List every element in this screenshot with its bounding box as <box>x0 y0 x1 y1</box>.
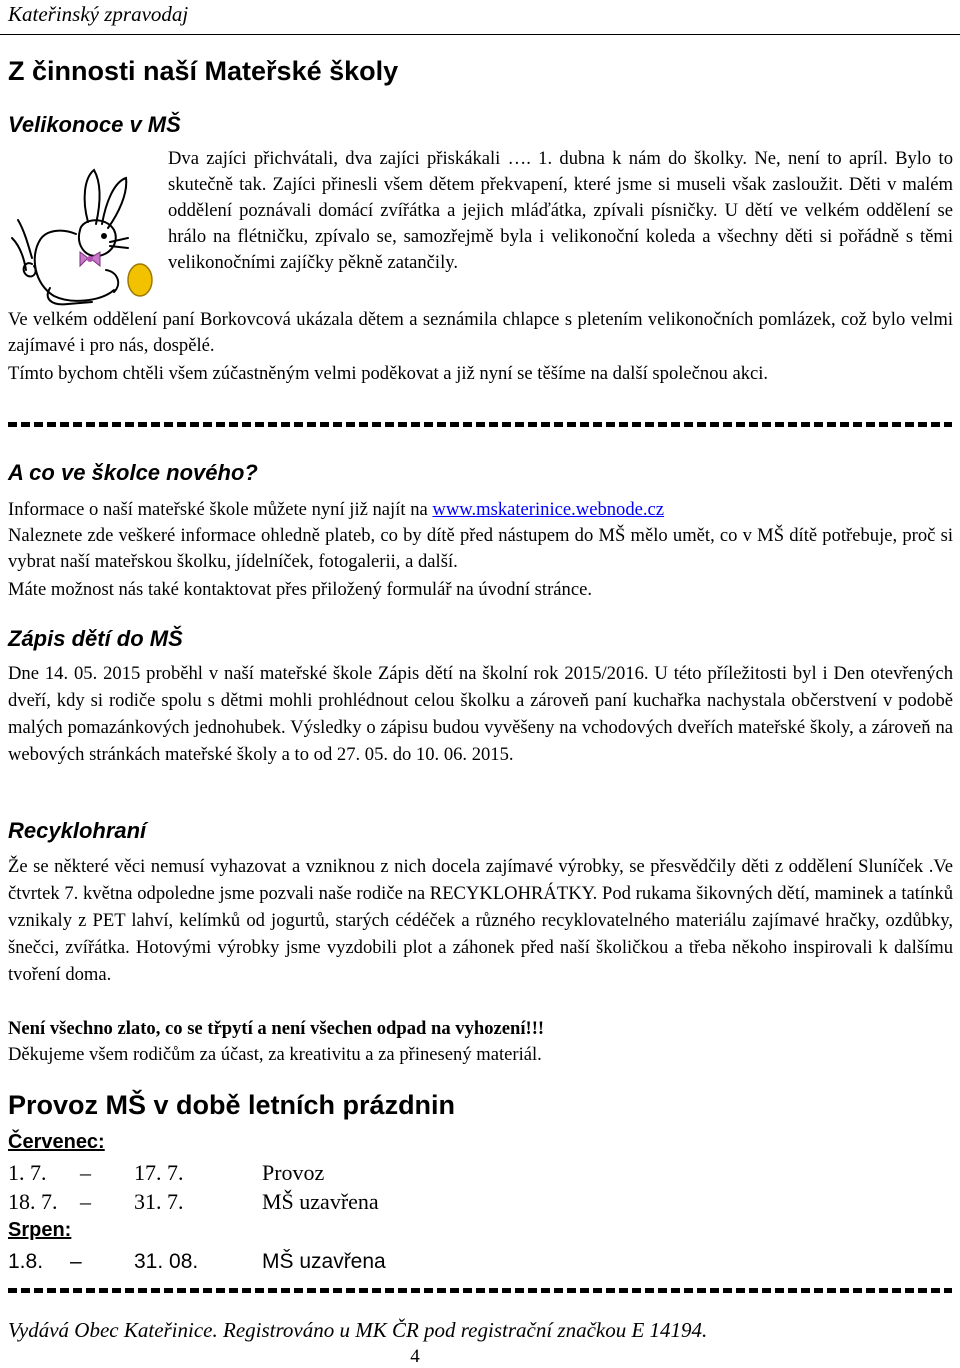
recycling-paragraph: Že se některé věci nemusí vyhazovat a vzniknou z nich docela zajímavé výrobky, se přesvědčily děti z oddělení Sluníček .Ve čtvrtek 7. května odpoledne jsme pozvali naše rodiče na RECYKLOHRÁTKY. Pod rukama šikovných dětí, maminek a tatínků vznikaly z PET lahví, kelímků od jogurtů, starých cédéček a různého recyklovatelného materiálu zajímavé hračky, ozdůbky, šnečci, zvířátka. Hotovými výrobky jsme vyzdobili plot a záhonek před naší školičkou a třeba někoho inspirovali k dalšímu tvoření doma. <box>8 856 953 985</box>
news-paragraph-3: Máte možnost nás také kontaktovat přes přiložený formulář na úvodní stránce. <box>8 579 592 600</box>
schedule-to: 31. 08. <box>134 1250 199 1273</box>
schedule-to: 31. 7. <box>134 1189 184 1214</box>
august-label: Srpen: <box>8 1219 72 1241</box>
easter-paragraph-1: Dva zajíci přichvátali, dva zajíci přiskákali …. 1. dubna k nám do školky. Ne, není to apríl. Bylo to skutečně tak. Zajíci přinesli všem dětem překvapení, které jsme si museli však zasloužit. Děti v malém oddělení poznávali domácí zvířátka a jejich mláďátka, zpívali písničky. U dětí ve velkém oddělení se hrálo na flétničku, zpívalo se, samozřejmě byla i velikonoční koleda a všechny děti si pořádně s těmi velikonočními zajíčky pěkně zatančily. <box>168 148 953 273</box>
schedule-status: MŠ uzavřena <box>262 1189 379 1214</box>
schedule-status: MŠ uzavřena <box>262 1250 386 1273</box>
page-title: Z činnosti naší Mateřské školy <box>8 56 399 86</box>
news-heading: A co ve školce nového? <box>8 460 258 485</box>
recycling-motto: Není všechno zlato, co se třpytí a není všechen odpad na vyhození!!! <box>8 1018 545 1039</box>
schedule-status: Provoz <box>262 1160 325 1185</box>
schedule-from: 18. 7. <box>8 1189 58 1214</box>
page-number: 4 <box>410 1346 420 1367</box>
easter-heading: Velikonoce v MŠ <box>8 112 181 137</box>
schedule-dash: – <box>80 1160 91 1185</box>
schedule-from: 1. 7. <box>8 1160 47 1185</box>
easter-paragraph-3: Tímto bychom chtěli všem zúčastněným velmi poděkovat a již nyní se těšíme na další společnou akci. <box>8 363 769 384</box>
schedule-dash: – <box>70 1250 82 1273</box>
summer-heading: Provoz MŠ v době letních prázdnin <box>8 1090 456 1120</box>
enrollment-heading: Zápis dětí do MŠ <box>8 626 183 651</box>
easter-paragraph-2: Ve velkém oddělení paní Borkovcová ukázala dětem a seznámila chlapce s pletením velikonočních pomlázek, což bylo velmi zajímavé i pro nás, dospělé. <box>8 309 953 356</box>
news-paragraph-2: Naleznete zde veškeré informace ohledně plateb, co by dítě před nástupem do MŠ mělo umět, co v MŠ dítě potřebuje, proč si vybrat naší mateřskou školku, jídelníček, fotogalerii, a další. <box>8 525 953 572</box>
schedule-to: 17. 7. <box>134 1160 184 1185</box>
enrollment-paragraph: Dne 14. 05. 2015 proběhl v naší mateřské škole Zápis dětí na školní rok 2015/2016. U této příležitosti byl i Den otevřených dveří, kdy si rodiče spolu s dětmi mohli prohlédnout celou školku a zároveň paní kuchařka nachystala občerstvení v podobě malých pomazánkových jednohubek. Výsledky o zápisu budou vyvěšeny na vchodových dveřích mateřské školy, a zároveň na webových stránkách mateřské školy a to od 27. 05. do 10. 06. 2015. <box>8 663 953 765</box>
news-paragraph-1 <box>8 497 953 523</box>
bunny-icon <box>10 160 166 310</box>
schedule-from: 1.8. <box>8 1250 44 1273</box>
footer-divider <box>8 1288 952 1293</box>
bunny-illustration <box>10 160 166 310</box>
section-divider <box>8 422 952 427</box>
publisher-footer: Vydává Obec Kateřinice. Registrováno u MK ČR pod registrační značkou E 14194. <box>8 1318 708 1342</box>
news-link-intro: Informace o naší mateřské škole můžete nyní již najít na <box>8 499 433 520</box>
newsletter-title: Kateřinský zpravodaj <box>8 2 189 26</box>
school-website-link[interactable]: www.mskaterinice.webnode.cz <box>432 499 665 520</box>
header-rule <box>0 34 960 35</box>
recycling-thanks: Děkujeme všem rodičům za účast, za kreativitu a za přinesený materiál. <box>8 1044 542 1065</box>
schedule-dash: – <box>80 1189 91 1214</box>
recycling-heading: Recyklohraní <box>8 818 147 843</box>
july-label: Červenec: <box>8 1131 105 1153</box>
